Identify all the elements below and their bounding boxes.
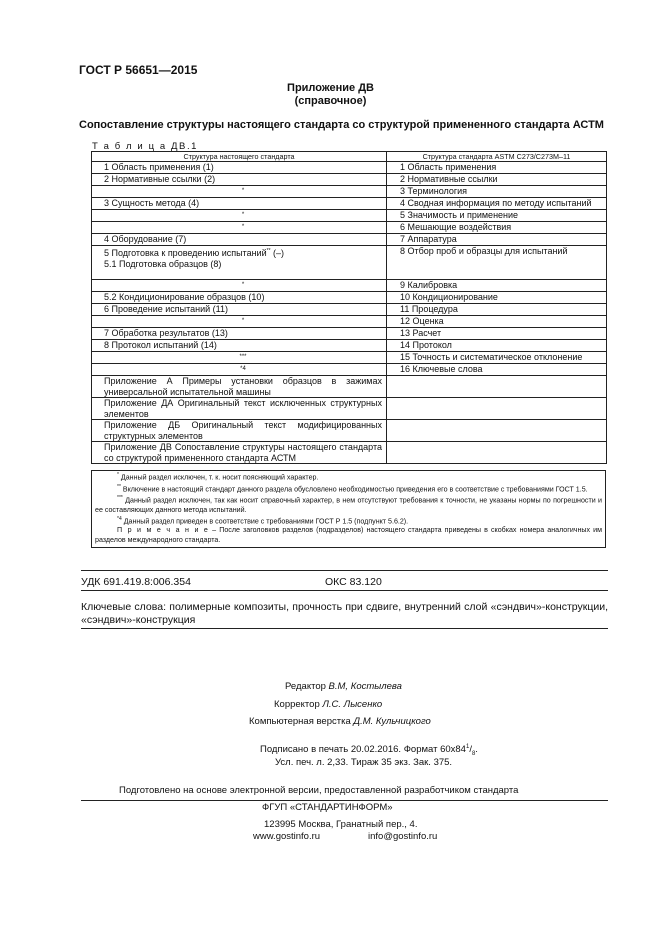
footnote-marker: ***	[117, 495, 123, 502]
table-row	[92, 420, 607, 442]
divider	[81, 628, 608, 629]
editor-line	[285, 681, 402, 692]
table-cell	[92, 246, 387, 280]
table-row	[92, 280, 607, 292]
table-cell	[92, 352, 387, 364]
table-cell: 3 Терминология	[387, 186, 607, 198]
format-numerator: 1	[465, 744, 470, 750]
corrector-name: Л.С. Лысенко	[322, 699, 383, 710]
layout-label: Компьютерная верстка	[249, 716, 351, 727]
footnote-marker: *	[241, 188, 245, 194]
table-cell	[92, 210, 387, 222]
editor-name: В.М, Костылева	[328, 681, 402, 692]
comparison-title: Сопоставление структуры настоящего стандарта со структурой примененного стандарта АСТМ	[79, 119, 604, 131]
table-row	[92, 198, 607, 210]
publisher: ФГУП «СТАНДАРТИНФОРМ»	[262, 802, 393, 813]
table-row	[92, 304, 607, 316]
table-row	[92, 352, 607, 364]
divider	[81, 800, 608, 801]
table-row	[92, 398, 607, 420]
table-cell: 10 Кондиционирование	[387, 292, 607, 304]
column-header: Структура стандарта ASTM C273/C273M–11	[387, 152, 607, 162]
footnote	[95, 494, 602, 515]
structure-comparison-table	[91, 151, 607, 464]
table-cell	[92, 186, 387, 198]
table-cell: 12 Оценка	[387, 316, 607, 328]
table-cell: 2 Нормативные ссылки	[387, 174, 607, 186]
table-cell	[92, 316, 387, 328]
footnote-marker: *	[117, 472, 119, 478]
divider	[81, 570, 608, 571]
table-row	[92, 376, 607, 398]
table-row	[92, 316, 607, 328]
table-cell: 7 Аппаратура	[387, 234, 607, 246]
table-row	[92, 442, 607, 464]
table-cell: 3 Сущность метода (4)	[92, 198, 387, 210]
table-cell: 8 Протокол испытаний (14)	[92, 340, 387, 352]
address: 123995 Москва, Гранатный пер., 4.	[264, 819, 418, 830]
footnote-text: Данный раздел исключен, так как носит справочный характер, в нем отсутствуют требования к точности, не указаны нормы по погрешности и ее составляющих данного метода испытаний.	[95, 496, 602, 514]
footnote-text: Данный раздел исключен, т. к. носит поясняющий характер.	[118, 473, 319, 482]
table-cell: 14 Протокол	[387, 340, 607, 352]
layout-name: Д.М. Кульчицкого	[353, 716, 431, 727]
table-cell: 13 Расчет	[387, 328, 607, 340]
table-cell: Приложение ДА Оригинальный текст исключенных структурных элементов	[92, 398, 387, 420]
email-link[interactable]: info@gostinfo.ru	[368, 831, 438, 842]
table-cell	[92, 364, 387, 376]
table-row	[92, 340, 607, 352]
table-cell: 5.2 Кондиционирование образцов (10)	[92, 292, 387, 304]
table-cell	[92, 280, 387, 292]
appendix-subtitle: (справочное)	[294, 95, 367, 107]
format-denominator: 8	[471, 751, 476, 758]
table-cell: Приложение ДБ Оригинальный текст модифицированных структурных элементов	[92, 420, 387, 442]
table-header-row	[92, 152, 607, 162]
footnote-marker: *	[241, 318, 245, 324]
table-cell: 15 Точность и систематическое отклонение	[387, 352, 607, 364]
table-cell	[387, 442, 607, 464]
footnote-marker: *	[241, 212, 245, 218]
keywords: Ключевые слова: полимерные композиты, прочность при сдвиге, внутренний слой «сэндвич»-конструкции, «сэндвич»-конструкция	[81, 601, 608, 626]
footnote	[95, 471, 602, 483]
appendix-title: Приложение ДВ	[287, 82, 374, 94]
table-cell	[387, 420, 607, 442]
table-cell: 6 Проведение испытаний (11)	[92, 304, 387, 316]
signed-text: Подписано в печать 20.02.2016. Формат 60x84	[260, 744, 466, 756]
table-row	[92, 364, 607, 376]
table-cell: 1 Область применения (1)	[92, 162, 387, 174]
oks-code: ОКС 83.120	[325, 576, 382, 588]
table-row	[92, 328, 607, 340]
table-cell: 8 Отбор проб и образцы для испытаний	[387, 246, 607, 280]
footnote	[95, 515, 602, 527]
prepared-note: Подготовлено на основе электронной версии, предоставленной разработчиком стандарта	[119, 785, 519, 796]
table-cell: 16 Ключевые слова	[387, 364, 607, 376]
table-cell	[92, 222, 387, 234]
footnote-marker: *	[241, 282, 245, 288]
table-row	[92, 246, 607, 280]
layout-line	[249, 716, 431, 727]
cell-text: 5.1 Подготовка образцов (8)	[104, 259, 222, 269]
table-row	[92, 210, 607, 222]
footnote-marker: **	[266, 248, 271, 254]
website-link[interactable]: www.gostinfo.ru	[253, 831, 321, 842]
table-cell: 6 Мешающие воздействия	[387, 222, 607, 234]
remark-label: П р и м е ч а н и е	[117, 526, 210, 535]
footnote-marker: **	[117, 483, 121, 490]
corrector-line	[274, 699, 382, 710]
table-row	[92, 162, 607, 174]
footnote-text: Данный раздел приведен в соответствие с требованиями ГОСТ Р 1.5 (подпункт 5.6.2).	[121, 517, 409, 526]
table-row	[92, 174, 607, 186]
table-remark	[95, 526, 602, 544]
table-cell: Приложение А Примеры установки образцов в зажимах универсальной испытательной машины	[92, 376, 387, 398]
table-cell: 4 Оборудование (7)	[92, 234, 387, 246]
footnote-marker: *4	[117, 515, 122, 522]
table-cell	[387, 398, 607, 420]
table-row	[92, 222, 607, 234]
signed-line: Подписано в печать 20.02.2016. Формат $60x84^1/_8$.	[260, 744, 478, 758]
table-cell: 1 Область применения	[387, 162, 607, 174]
table-cell: 2 Нормативные ссылки (2)	[92, 174, 387, 186]
table-row	[92, 186, 607, 198]
editor-label: Редактор	[285, 681, 326, 692]
footnote-text: Включение в настоящий стандарт данного раздела обусловлено необходимостью приведения его в соответствие с требованиями ГОСТ 1.5.	[120, 484, 588, 493]
divider	[81, 590, 608, 591]
table-label: Т а б л и ц а ДВ.1	[92, 141, 199, 152]
table-cell: 7 Обработка результатов (13)	[92, 328, 387, 340]
print-info: Усл. печ. л. 2,33. Тираж 35 экз. Зак. 375.	[275, 757, 453, 768]
table-footnotes	[91, 470, 606, 548]
footnote-marker: ***	[239, 354, 247, 360]
table-row	[92, 292, 607, 304]
table-cell: Приложение ДВ Сопоставление структуры настоящего стандарта со структурой примененного стандарта АСТМ	[92, 442, 387, 464]
corrector-label: Корректор	[274, 699, 320, 710]
udk-code: УДК 691.419.8:006.354	[81, 576, 191, 588]
table-cell: 11 Процедура	[387, 304, 607, 316]
table-row	[92, 234, 607, 246]
table-cell: 9 Калибровка	[387, 280, 607, 292]
footnote	[95, 483, 602, 495]
column-header: Структура настоящего стандарта	[92, 152, 387, 162]
cell-text: (–)	[270, 248, 285, 258]
appendix-heading	[0, 82, 661, 108]
table-cell	[387, 376, 607, 398]
table-cell: 5 Значимость и применение	[387, 210, 607, 222]
remark-text: – После заголовков разделов (подразделов) настоящего стандарта приведены в скобках номера аналогичных им разделов международного стандарта.	[95, 526, 602, 544]
cell-text: 5 Подготовка к проведению испытаний	[104, 248, 267, 258]
footnote-marker: *	[241, 224, 245, 230]
table-cell: 4 Сводная информация по методу испытаний	[387, 198, 607, 210]
standard-code: ГОСТ Р 56651—2015	[79, 63, 198, 77]
footnote-marker: *4	[240, 366, 246, 372]
